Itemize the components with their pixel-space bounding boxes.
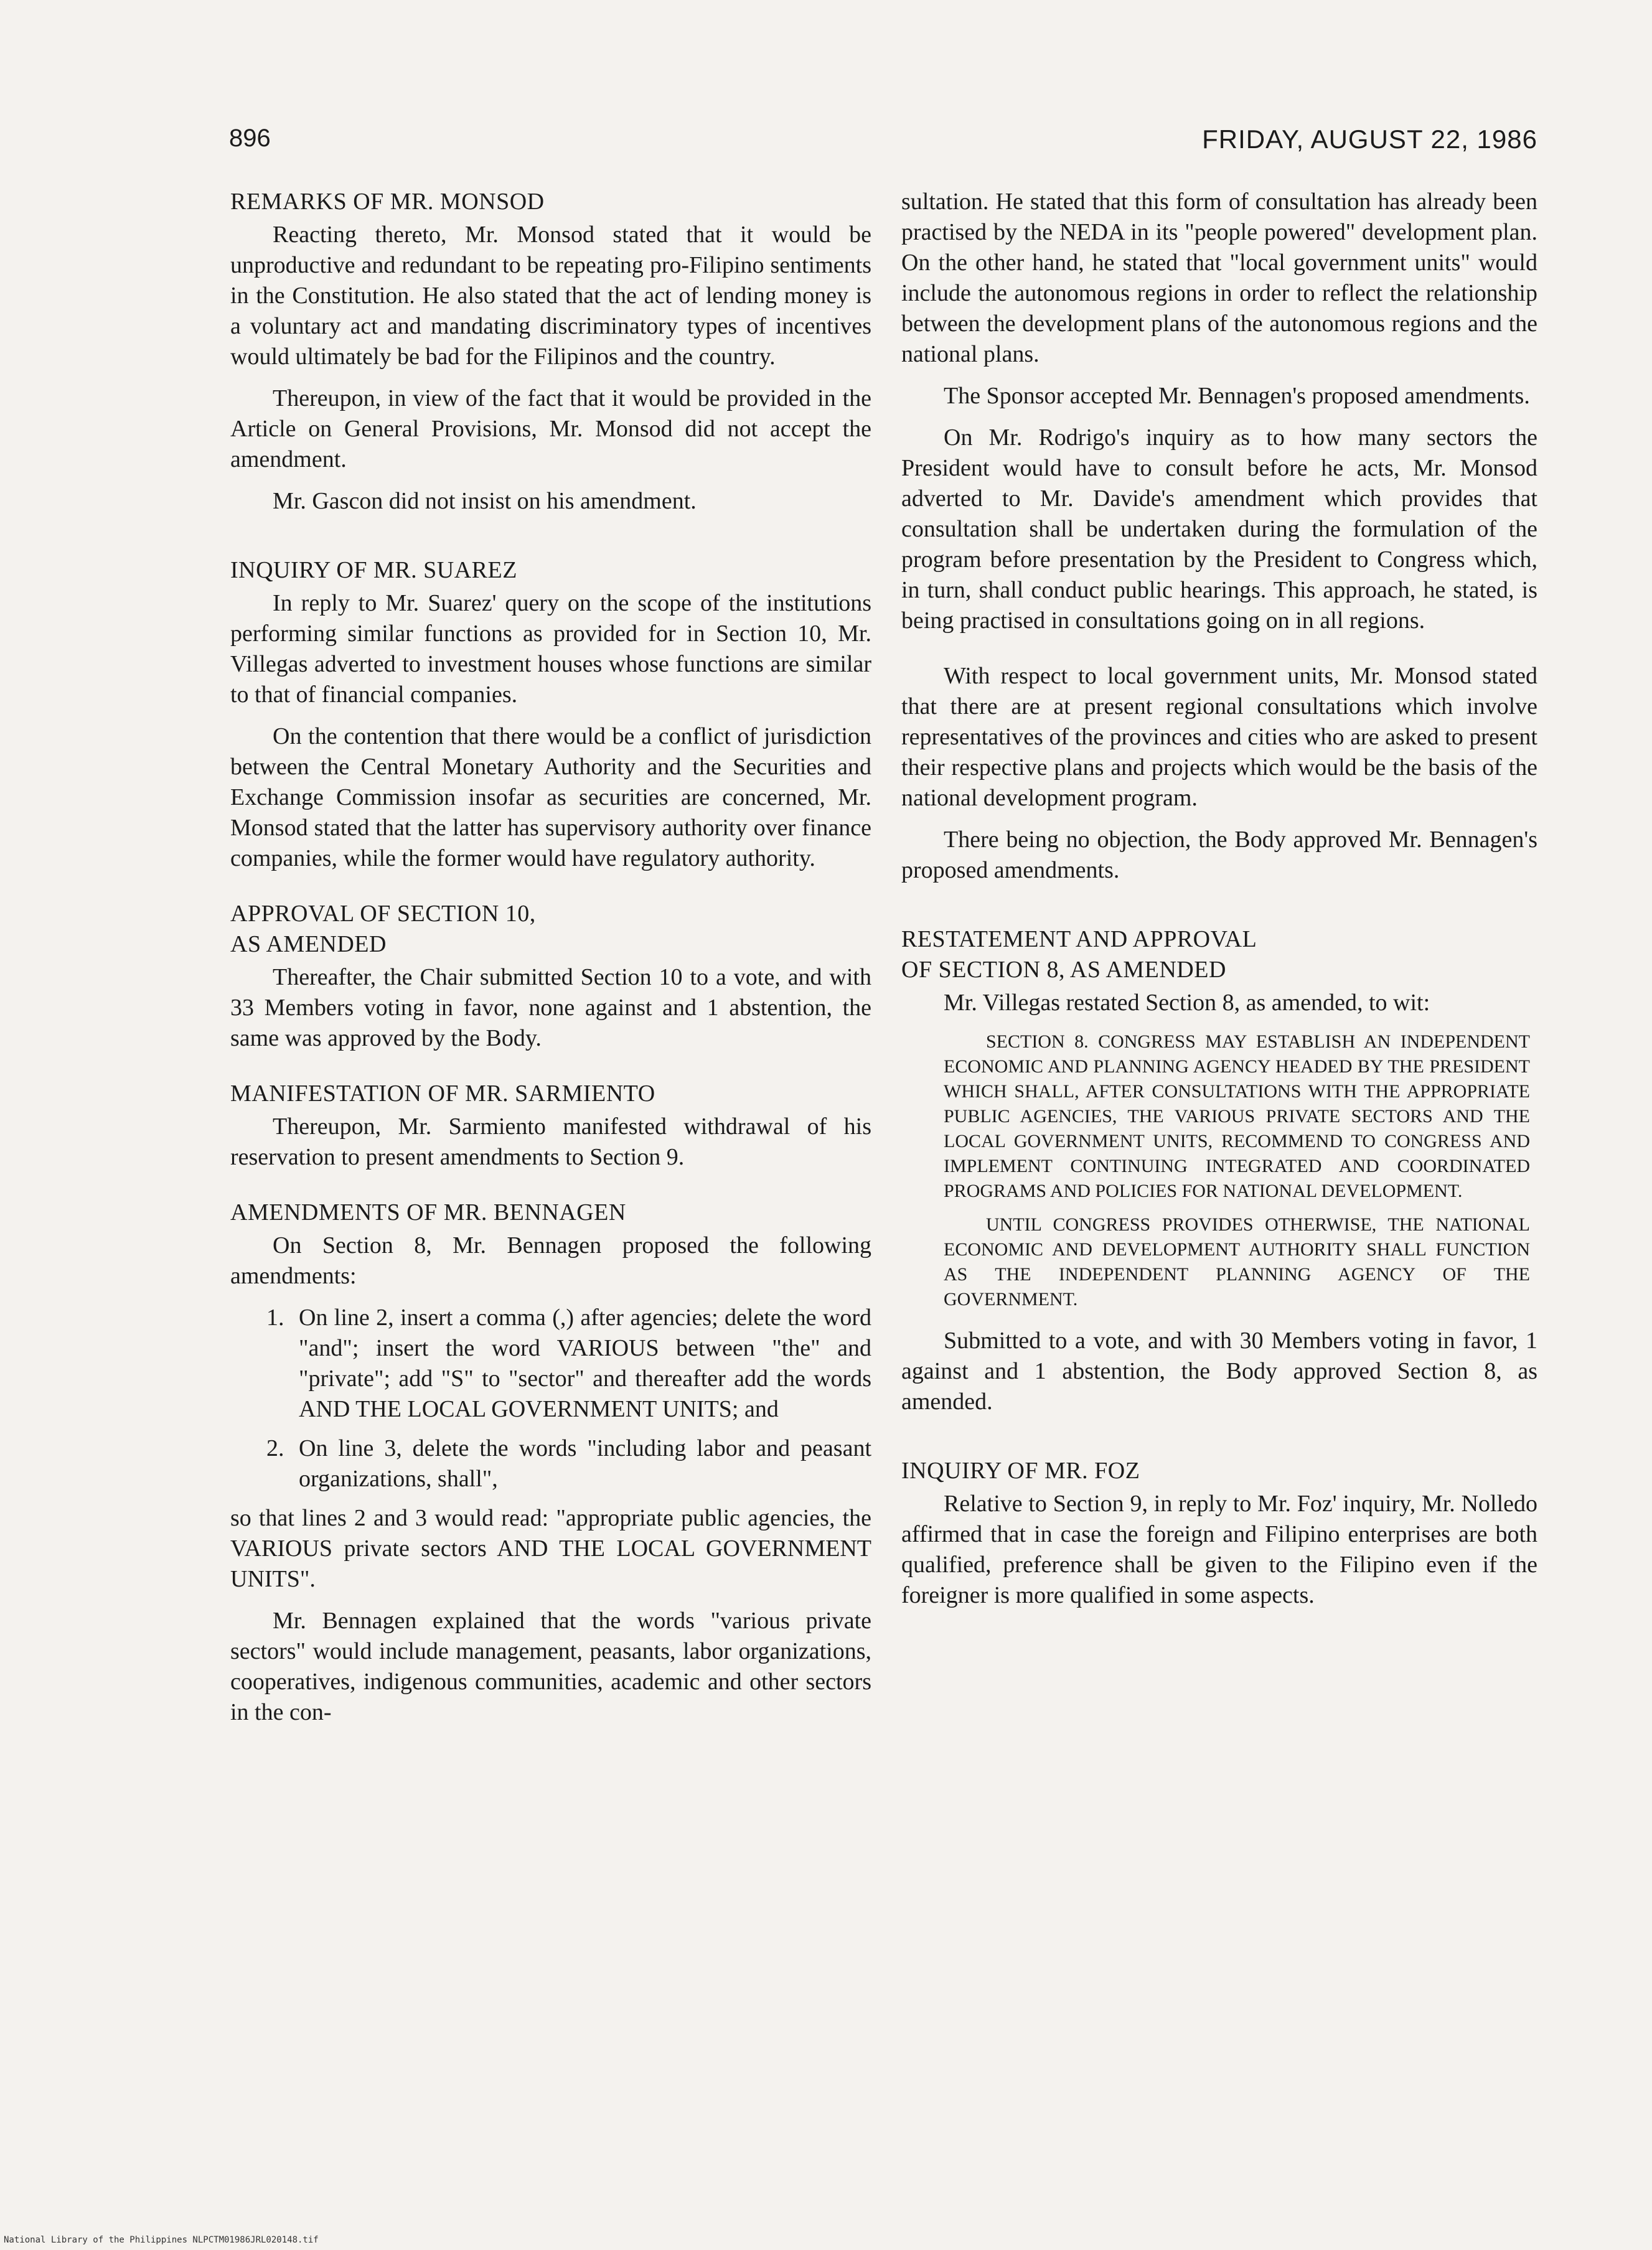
heading-manifestation-sarmiento: MANIFESTATION OF MR. SARMIENTO bbox=[230, 1080, 655, 1107]
paragraph: In reply to Mr. Suarez' query on the scope of the institutions performing similar functions as provided for in Section 10, Mr. Villegas adverted to investment houses whose functions are similar to that of financial companies. bbox=[230, 590, 871, 708]
paragraph: The Sponsor accepted Mr. Bennagen's proposed amendments. bbox=[944, 383, 1530, 409]
list-item: 1. On line 2, insert a comma (,) after agencies; delete the word "and"; insert the word VARIOUS between "the" and "private"; add "S" to "sector" and thereafter add the words AND THE LOCAL GOVERNMENT UNITS; and bbox=[266, 1305, 871, 1422]
paragraph: On Mr. Rodrigo's inquiry as to how many sectors the President would have to consult before he acts, Mr. Monsod adverted to Mr. Davide's amendment which provides that consultation shall be undertaken during the formulation of the program before presentation by the President to Congress which, in turn, shall conduct public hearings. This approach, he stated, is being practised in consultations going on in all regions. bbox=[901, 424, 1537, 634]
paragraph: sultation. He stated that this form of consultation has already been practised by the NEDA in its "people powered" development plan. On the other hand, he stated that "local government units" would include the autonomous regions in order to reflect the relationship between the development plans of the autonomous regions and the national plans. bbox=[901, 189, 1537, 367]
paragraph: Relative to Section 9, in reply to Mr. Foz' inquiry, Mr. Nolledo affirmed that in case the foreign and Filipino enterprises are both qualified, preference shall be given to the Filipino even if the foreigner is more qualified in some aspects. bbox=[901, 1491, 1537, 1608]
page-number: 896 bbox=[229, 124, 271, 152]
quote-paragraph: UNTIL CONGRESS PROVIDES OTHERWISE, THE NATIONAL ECONOMIC AND DEVELOPMENT AUTHORITY SHALL FUNCTION AS THE INDEPENDENT PLANNING AGENCY OF THE GOVERNMENT. bbox=[944, 1214, 1530, 1310]
paragraph: Thereafter, the Chair submitted Section 10 to a vote, and with 33 Members voting in favor, none against and 1 abstention, the same was approved by the Body. bbox=[230, 964, 871, 1051]
heading-remarks-monsod: REMARKS OF MR. MONSOD bbox=[230, 189, 545, 215]
section8-quote bbox=[944, 1029, 1530, 1312]
paragraph: On Section 8, Mr. Bennagen proposed the following amendments: bbox=[230, 1232, 871, 1289]
paragraph: Thereupon, in view of the fact that it would be provided in the Article on General Provisions, Mr. Monsod did not accept the amendment. bbox=[230, 385, 871, 472]
page-header bbox=[229, 124, 1537, 168]
paragraph: Mr. Gascon did not insist on his amendment. bbox=[273, 488, 697, 514]
heading-inquiry-foz: INQUIRY OF MR. FOZ bbox=[901, 1458, 1140, 1484]
paragraph: Thereupon, Mr. Sarmiento manifested withdrawal of his reservation to present amendments to Section 9. bbox=[230, 1113, 871, 1170]
paragraph: Reacting thereto, Mr. Monsod stated that it would be unproductive and redundant to be repeating pro-Filipino sentiments in the Constitution. He also stated that the act of lending money is a voluntary act and mandating discriminatory types of incentives would ultimately be bad for the Filipinos and the country. bbox=[230, 222, 871, 370]
paragraph: With respect to local government units, Mr. Monsod stated that there are at present regional consultations which involve representatives of the provinces and cities who are asked to present their respective plans and projects which would be the basis of the national development program. bbox=[901, 663, 1537, 811]
paragraph: There being no objection, the Body approved Mr. Bennagen's proposed amendments. bbox=[901, 827, 1537, 883]
paragraph: On the contention that there would be a conflict of jurisdiction between the Central Monetary Authority and the Securities and Exchange Commission insofar as securities are concerned, Mr. Monsod stated that the latter has supervisory authority over finance companies, while the former would have regulatory authority. bbox=[230, 723, 871, 871]
right-column bbox=[901, 187, 1537, 1622]
scan-footer: National Library of the Philippines NLPCTM01986JRL020148.tif bbox=[4, 2235, 319, 2245]
heading-approval-section10: APPROVAL OF SECTION 10, bbox=[230, 901, 536, 927]
heading-approval-section10-line2: AS AMENDED bbox=[230, 931, 387, 957]
heading-amendments-bennagen: AMENDMENTS OF MR. BENNAGEN bbox=[230, 1199, 626, 1226]
list-item: 2. On line 3, delete the words "including labor and peasant organizations, shall", bbox=[266, 1435, 871, 1492]
paragraph: Submitted to a vote, and with 30 Members voting in favor, 1 against and 1 abstention, the Body approved Section 8, as amended. bbox=[901, 1328, 1537, 1415]
paragraph: Mr. Bennagen explained that the words "various private sectors" would include management, peasants, labor organizations, cooperatives, indigenous communities, academic and other sectors in the con- bbox=[230, 1608, 871, 1725]
amendment-list bbox=[230, 1303, 871, 1494]
left-column bbox=[230, 187, 871, 1739]
heading-restatement-line2: OF SECTION 8, AS AMENDED bbox=[901, 957, 1226, 983]
page-date: FRIDAY, AUGUST 22, 1986 bbox=[1202, 124, 1537, 154]
heading-restatement: RESTATEMENT AND APPROVAL bbox=[901, 926, 1257, 952]
paragraph: Mr. Villegas restated Section 8, as amended, to wit: bbox=[944, 990, 1430, 1016]
quote-paragraph: SECTION 8. CONGRESS MAY ESTABLISH AN INDEPENDENT ECONOMIC AND PLANNING AGENCY HEADED BY THE PRESIDENT WHICH SHALL, AFTER CONSULTATIONS WITH THE APPROPRIATE PUBLIC AGENCIES, THE VARIOUS PRIVATE SECTORS AND THE LOCAL GOVERNMENT UNITS, RECOMMEND TO CONGRESS AND IMPLEMENT CONTINUING INTEGRATED AND COORDINATED PROGRAMS AND POLICIES FOR NATIONAL DEVELOPMENT. bbox=[944, 1031, 1530, 1201]
heading-inquiry-suarez: INQUIRY OF MR. SUAREZ bbox=[230, 557, 517, 583]
paragraph: so that lines 2 and 3 would read: "appropriate public agencies, the VARIOUS private sectors AND THE LOCAL GOVERNMENT UNITS". bbox=[230, 1505, 871, 1592]
